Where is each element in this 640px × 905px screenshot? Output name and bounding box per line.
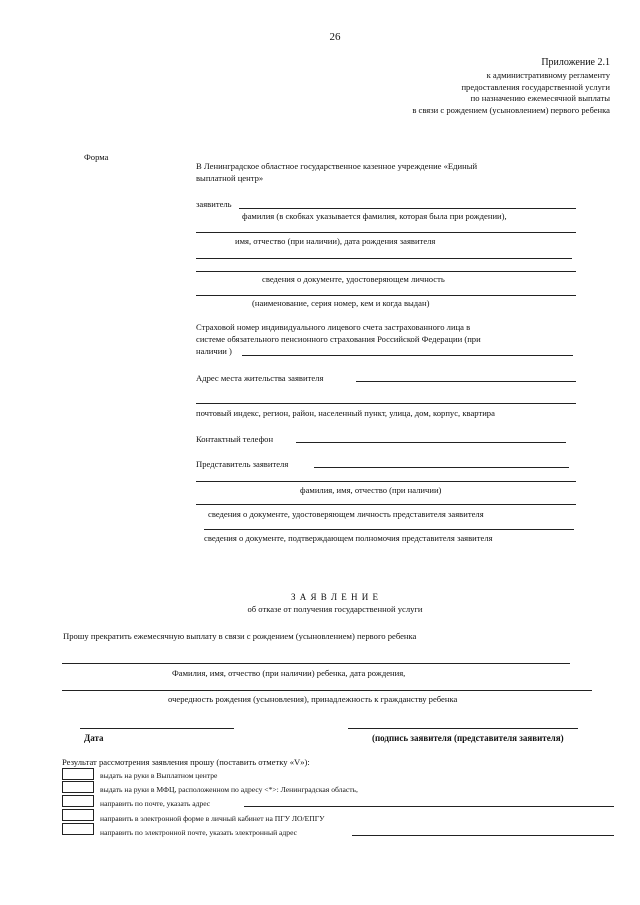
hint-surname: фамилия (в скобках указывается фамилия, которая была при рождении), [242, 211, 507, 221]
option-box-2[interactable] [62, 781, 94, 793]
hint-address: почтовый индекс, регион, район, населенный пункт, улица, дом, корпус, квартира [196, 408, 495, 418]
option-box-5[interactable] [62, 823, 94, 835]
option-label-2: выдать на руки в МФЦ, расположенном по адресу <*>: Ленинградская область, [100, 785, 358, 794]
option-5-email-field[interactable] [352, 835, 614, 836]
hint-child-fio: Фамилия, имя, отчество (при наличии) ребенка, дата рождения, [172, 668, 406, 678]
appendix-block [412, 57, 610, 116]
hint-rep-id-doc: сведения о документе, удостоверяющем личность представителя заявителя [208, 509, 484, 519]
child-order-field[interactable] [62, 690, 592, 691]
appendix-line-2: предоставления государственной услуги [461, 81, 610, 92]
date-label: Дата [84, 733, 104, 743]
snils-line-2: системе обязательного пенсионного страхования Российской Федерации (при [196, 334, 481, 344]
option-label-4: направить в электронной форме в личный кабинет на ПГУ ЛО/ЕПГУ [100, 814, 325, 823]
snils-line-3: наличии ) [196, 346, 232, 356]
option-label-1: выдать на руки в Выплатном центре [100, 771, 218, 780]
representative-field[interactable] [314, 467, 569, 468]
representative-label: Представитель заявителя [196, 459, 289, 469]
child-fio-field[interactable] [62, 663, 570, 664]
id-doc-field-1[interactable] [196, 258, 572, 259]
phone-field[interactable] [296, 442, 566, 443]
phone-label: Контактный телефон [196, 434, 274, 444]
snils-field[interactable] [242, 355, 573, 356]
option-box-1[interactable] [62, 768, 94, 780]
id-doc-field-2[interactable] [196, 271, 576, 272]
id-doc-field-3[interactable] [196, 295, 576, 296]
address-field-1[interactable] [356, 381, 576, 382]
hint-id-doc-details: (наименование, серия номер, кем и когда выдан) [252, 298, 430, 308]
appendix-title: Приложение 2.1 [541, 57, 610, 68]
applicant-name-field[interactable] [196, 232, 576, 233]
addressee-line-2: выплатной центр» [196, 173, 264, 183]
rep-id-doc-field[interactable] [196, 504, 576, 505]
hint-rep-authority: сведения о документе, подтверждающем полномочия представителя заявителя [204, 533, 493, 543]
snils-line-1: Страховой номер индивидуального лицевого счета застрахованного лица в [196, 322, 471, 332]
result-intro: Результат рассмотрения заявления прошу (поставить отметку «V»): [62, 757, 310, 767]
appendix-line-3: по назначению ежемесячной выплаты [470, 93, 610, 103]
hint-rep-fio: фамилия, имя, отчество (при наличии) [300, 485, 442, 495]
rep-fio-field[interactable] [196, 481, 576, 482]
statement-body: Прошу прекратить ежемесячную выплату в связи с рождением (усыновлением) первого ребенка [63, 631, 417, 641]
date-field[interactable] [80, 728, 234, 729]
signature-field[interactable] [348, 728, 578, 729]
hint-child-order: очередность рождения (усыновления), принадлежность к гражданству ребенка [168, 694, 458, 704]
applicant-label: заявитель [196, 199, 232, 209]
option-box-4[interactable] [62, 809, 94, 821]
option-label-3: направить по почте, указать адрес [100, 799, 211, 808]
statement-subtitle: об отказе от получения государственной услуги [247, 604, 423, 614]
address-label: Адрес места жительства заявителя [196, 373, 324, 383]
applicant-surname-field[interactable] [239, 208, 576, 209]
addressee-line-1: В Ленинградское областное государственное казенное учреждение «Единый [196, 161, 478, 171]
hint-id-doc: сведения о документе, удостоверяющем личность [262, 274, 445, 284]
option-3-address-field[interactable] [244, 806, 614, 807]
page-number: 26 [329, 31, 341, 43]
option-box-3[interactable] [62, 795, 94, 807]
option-label-5: направить по электронной почте, указать электронный адрес [100, 828, 298, 837]
rep-authority-field[interactable] [204, 529, 574, 530]
hint-name-dob: имя, отчество (при наличии), дата рождения заявителя [235, 236, 436, 246]
signature-label: (подпись заявителя (представителя заявителя) [372, 733, 564, 743]
appendix-line-1: к административному регламенту [486, 70, 610, 80]
statement-title: З А Я В Л Е Н И Е [290, 592, 380, 602]
address-field-2[interactable] [196, 403, 576, 404]
form-label: Форма [84, 152, 109, 162]
appendix-line-4: в связи с рождением (усыновлением) первого ребенка [412, 104, 610, 115]
